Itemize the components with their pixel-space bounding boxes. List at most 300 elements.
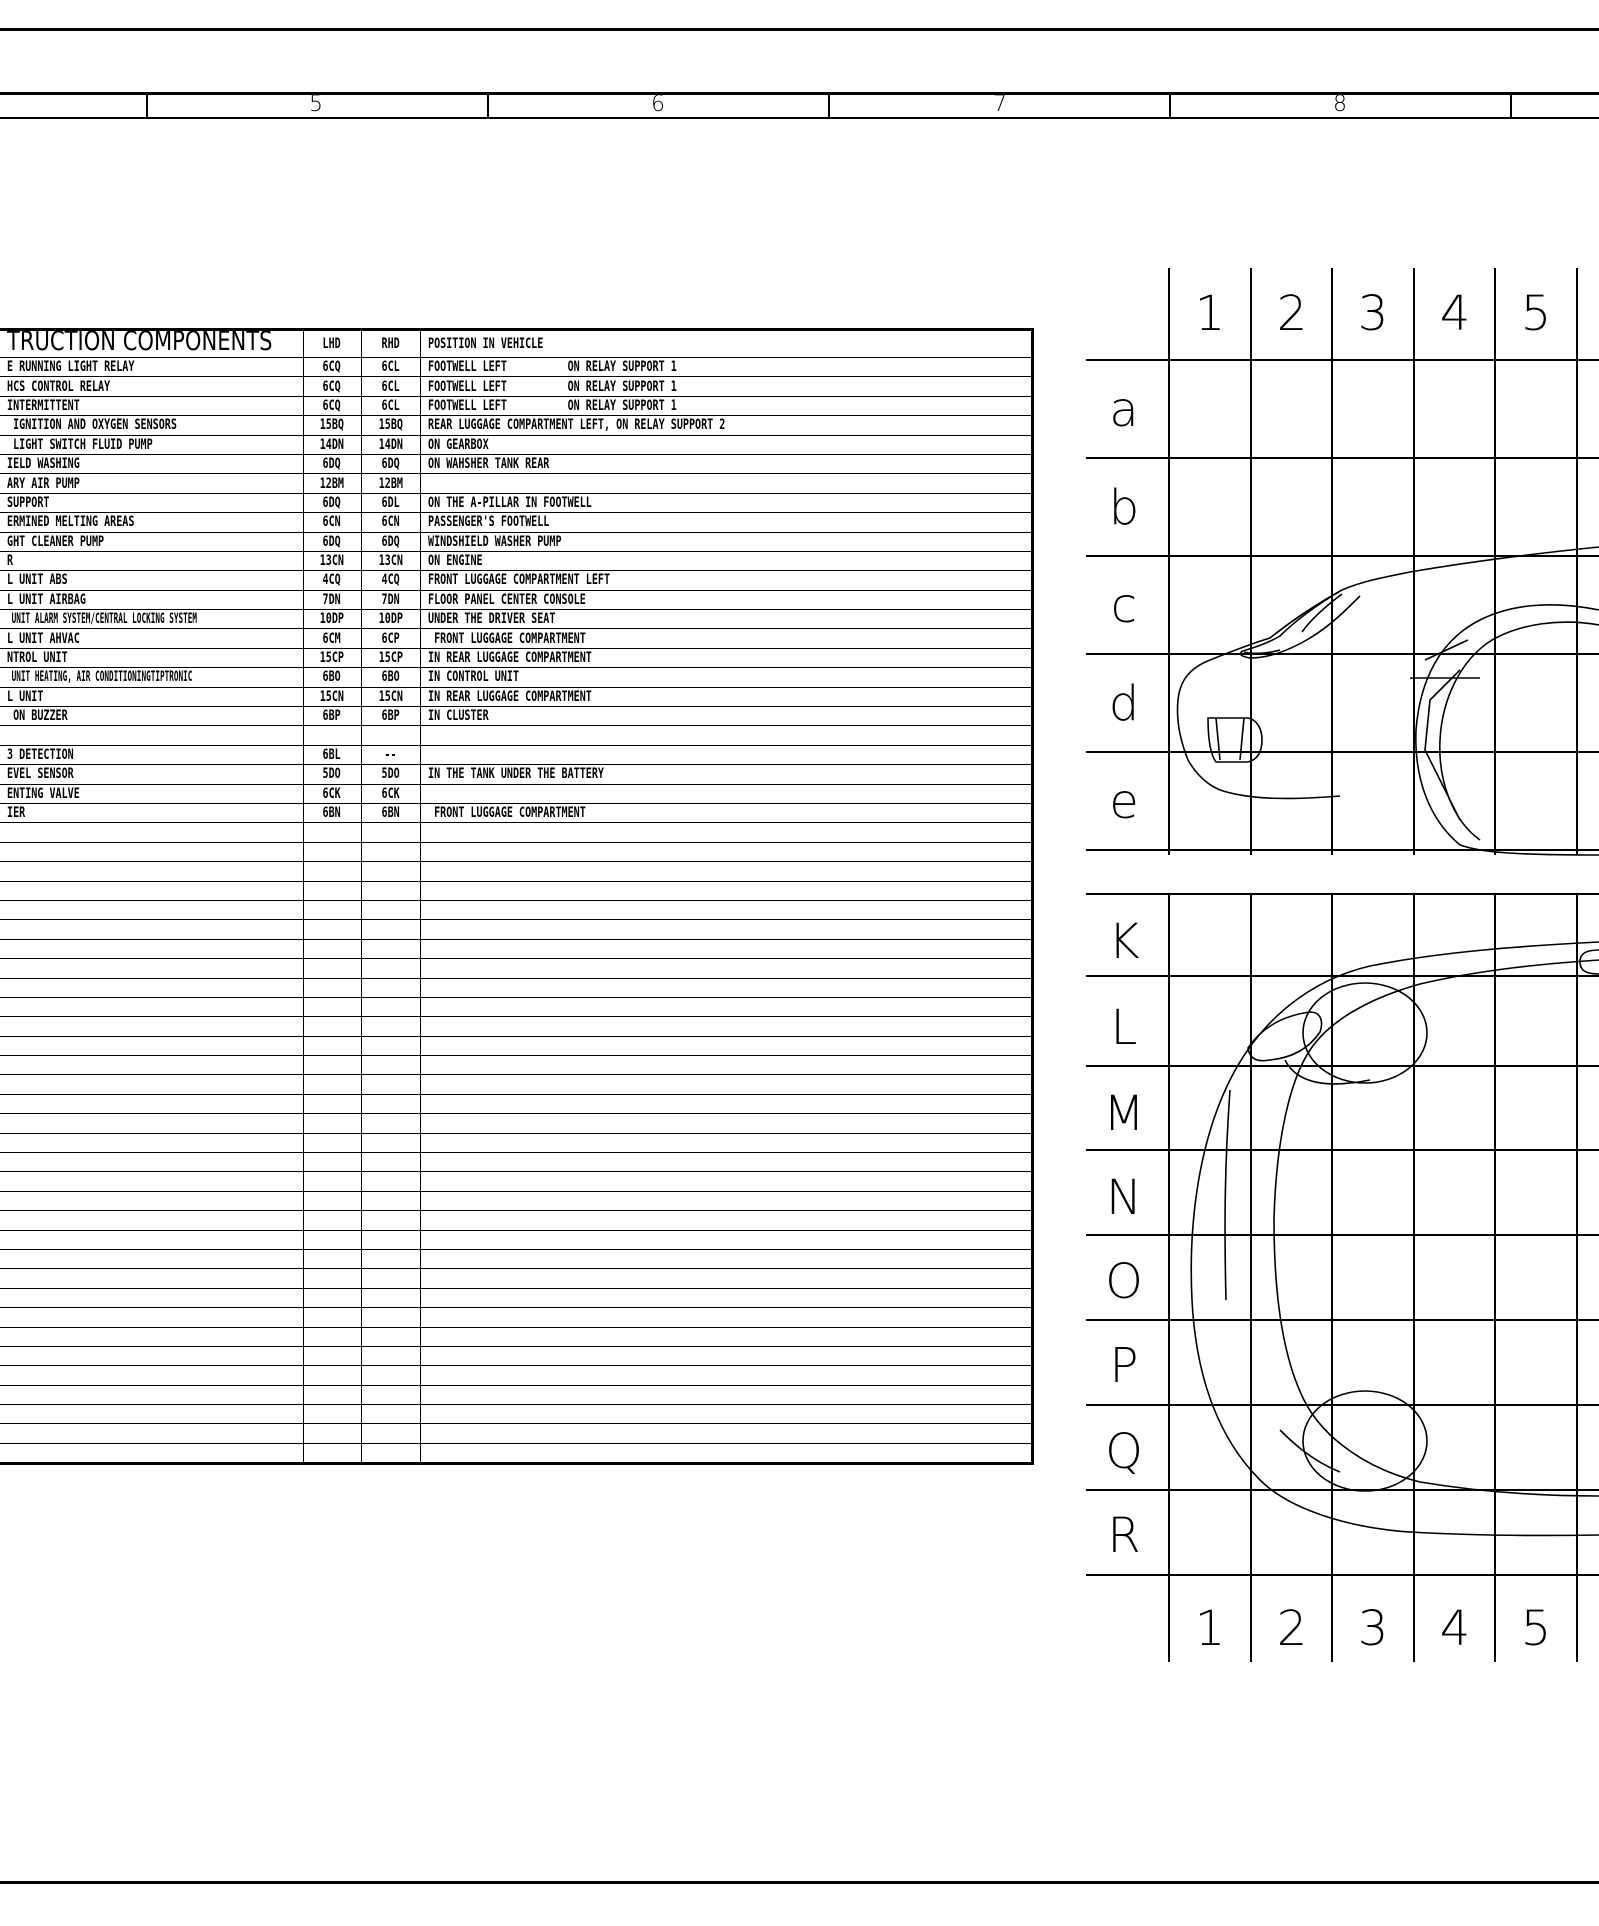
column-number-6: 6 (651, 92, 665, 117)
lhd-location-cell (303, 900, 361, 919)
component-name-cell: L UNIT AIRBAG (0, 590, 303, 609)
lhd-location-cell (303, 1327, 361, 1346)
component-name-cell (0, 1036, 303, 1055)
position-cell (420, 745, 1032, 764)
position-cell (420, 959, 1032, 978)
table-row (0, 377, 1032, 396)
table-row (0, 474, 1032, 493)
lhd-location-cell (303, 920, 361, 939)
lhd-location-cell: 12BM (303, 474, 361, 493)
rhd-location-cell: 6CN (361, 513, 420, 532)
rhd-location-cell: 6CP (361, 629, 420, 648)
component-name-cell: L UNIT ABS (0, 571, 303, 590)
rhd-location-cell (361, 920, 420, 939)
grid-row-R: R (1107, 1508, 1141, 1564)
lhd-location-cell: 6DQ (303, 454, 361, 473)
lhd-location-cell (303, 1443, 361, 1463)
grid-col-2: 2 (1276, 286, 1308, 342)
position-cell: IN REAR LUGGAGE COMPARTMENT (420, 687, 1032, 706)
table-row (0, 997, 1032, 1016)
position-cell: FOOTWELL LEFT ON RELAY SUPPORT 1 (420, 396, 1032, 415)
grid-col-1: 1 (1194, 1601, 1226, 1657)
component-name-cell (0, 939, 303, 958)
lhd-location-cell: 5DO (303, 765, 361, 784)
position-cell (420, 1230, 1032, 1249)
component-name-cell (0, 1191, 303, 1210)
position-cell: FLOOR PANEL CENTER CONSOLE (420, 590, 1032, 609)
table-row (0, 1017, 1032, 1036)
component-name-cell (0, 1269, 303, 1288)
grid-col-1: 1 (1194, 286, 1226, 342)
component-name-cell: E RUNNING LIGHT RELAY (0, 358, 303, 377)
component-name-cell (0, 1385, 303, 1404)
rhd-location-cell (361, 1424, 420, 1443)
table-row (0, 1094, 1032, 1113)
rhd-location-cell (361, 1114, 420, 1133)
grid-col-3: 3 (1357, 286, 1389, 342)
rhd-location-cell (361, 939, 420, 958)
position-cell (420, 474, 1032, 493)
component-name-cell: EVEL SENSOR (0, 765, 303, 784)
rhd-location-cell (361, 1249, 420, 1268)
rhd-location-cell: 6DQ (361, 454, 420, 473)
component-name-cell: GHT CLEANER PUMP (0, 532, 303, 551)
component-name-cell (0, 1327, 303, 1346)
table-row (0, 629, 1032, 648)
table-row (0, 1385, 1032, 1404)
table-row (0, 1443, 1032, 1463)
table-row (0, 978, 1032, 997)
component-name-cell (0, 1172, 303, 1191)
rhd-location-cell (361, 1443, 420, 1463)
grid-row-b: b (1108, 480, 1140, 536)
lhd-location-cell (303, 1385, 361, 1404)
grid-col-4: 4 (1439, 1601, 1471, 1657)
lhd-location-cell: 6CK (303, 784, 361, 803)
table-header-row (0, 330, 1032, 358)
header-rhd: RHD (361, 330, 420, 358)
position-cell (420, 1366, 1032, 1385)
component-name-cell: INTERMITTENT (0, 396, 303, 415)
table-row (0, 862, 1032, 881)
position-cell (420, 1114, 1032, 1133)
component-name-cell (0, 823, 303, 842)
rhd-location-cell (361, 1230, 420, 1249)
lhd-location-cell: 7DN (303, 590, 361, 609)
position-cell: ON THE A-PILLAR IN FOOTWELL (420, 493, 1032, 512)
grid-row-d: d (1108, 676, 1140, 732)
component-name-cell: ARY AIR PUMP (0, 474, 303, 493)
rhd-location-cell: 14DN (361, 435, 420, 454)
table-row (0, 784, 1032, 803)
table-row (0, 1036, 1032, 1055)
component-name-cell (0, 842, 303, 861)
component-name-cell (0, 997, 303, 1016)
table-row (0, 668, 1032, 687)
grid-row-Q: Q (1105, 1424, 1143, 1480)
component-name-cell (0, 1211, 303, 1230)
rhd-location-cell: 4CQ (361, 571, 420, 590)
position-cell (420, 1153, 1032, 1172)
position-cell (420, 1269, 1032, 1288)
rhd-location-cell: 6BO (361, 668, 420, 687)
band-divider (1510, 93, 1512, 118)
component-name-cell: IGNITION AND OXYGEN SENSORS (0, 416, 303, 435)
position-cell (420, 1327, 1032, 1346)
component-name-cell (0, 920, 303, 939)
lhd-location-cell (303, 1017, 361, 1036)
component-name-cell (0, 1075, 303, 1094)
position-cell (420, 862, 1032, 881)
position-cell (420, 1075, 1032, 1094)
rhd-location-cell (361, 862, 420, 881)
component-name-cell (0, 1153, 303, 1172)
rhd-location-cell: 6DQ (361, 532, 420, 551)
lhd-location-cell (303, 823, 361, 842)
table-row (0, 1230, 1032, 1249)
component-name-cell (0, 1056, 303, 1075)
position-cell (420, 881, 1032, 900)
table-row (0, 842, 1032, 861)
position-cell: FRONT LUGGAGE COMPARTMENT (420, 803, 1032, 822)
lhd-location-cell: 15CN (303, 687, 361, 706)
position-cell: IN REAR LUGGAGE COMPARTMENT (420, 648, 1032, 667)
table-row (0, 707, 1032, 726)
lhd-location-cell: 6BL (303, 745, 361, 764)
table-row (0, 513, 1032, 532)
grid-row-c: c (1110, 578, 1138, 634)
rhd-location-cell (361, 1269, 420, 1288)
component-name-cell: R (0, 551, 303, 570)
header-band-bottom-line (0, 117, 1599, 119)
grid-row-N: N (1106, 1170, 1142, 1226)
band-divider (1169, 93, 1171, 118)
rhd-location-cell: 6CL (361, 377, 420, 396)
position-cell (420, 842, 1032, 861)
table-row (0, 765, 1032, 784)
position-cell: ON GEARBOX (420, 435, 1032, 454)
table-row (0, 1133, 1032, 1152)
rhd-location-cell: 15BQ (361, 416, 420, 435)
rhd-location-cell (361, 842, 420, 861)
component-name-cell (0, 1017, 303, 1036)
table-row (0, 900, 1032, 919)
position-cell: IN CLUSTER (420, 707, 1032, 726)
lhd-location-cell (303, 1366, 361, 1385)
lhd-location-cell (303, 997, 361, 1016)
rhd-location-cell: -- (361, 745, 420, 764)
table-row (0, 687, 1032, 706)
grid-row-O: O (1105, 1254, 1143, 1310)
lhd-location-cell: 6BN (303, 803, 361, 822)
grid-col-3: 3 (1357, 1601, 1389, 1657)
position-cell: ON ENGINE (420, 551, 1032, 570)
grid-col-2: 2 (1276, 1601, 1308, 1657)
table-row (0, 745, 1032, 764)
rhd-location-cell (361, 1366, 420, 1385)
component-name-cell (0, 1114, 303, 1133)
component-name-cell (0, 1230, 303, 1249)
position-cell (420, 1036, 1032, 1055)
lhd-location-cell: 6CM (303, 629, 361, 648)
rhd-location-cell (361, 1405, 420, 1424)
table-row (0, 648, 1032, 667)
component-name-cell: ON BUZZER (0, 707, 303, 726)
position-cell: FOOTWELL LEFT ON RELAY SUPPORT 1 (420, 358, 1032, 377)
rhd-location-cell: 6CL (361, 358, 420, 377)
lhd-location-cell: 6CQ (303, 358, 361, 377)
lhd-location-cell (303, 939, 361, 958)
component-name-cell: IELD WASHING (0, 454, 303, 473)
table-row (0, 454, 1032, 473)
position-cell: PASSENGER'S FOOTWELL (420, 513, 1032, 532)
lhd-location-cell: 6DQ (303, 532, 361, 551)
component-name-cell (0, 1366, 303, 1385)
lhd-location-cell (303, 862, 361, 881)
lhd-location-cell: 6CQ (303, 377, 361, 396)
component-name-cell (0, 959, 303, 978)
lhd-location-cell (303, 842, 361, 861)
table-row (0, 1424, 1032, 1443)
lhd-location-cell: 14DN (303, 435, 361, 454)
table-row (0, 1405, 1032, 1424)
position-cell (420, 939, 1032, 958)
component-name-cell: HCS CONTROL RELAY (0, 377, 303, 396)
lhd-location-cell: 6CN (303, 513, 361, 532)
lhd-location-cell: 10DP (303, 610, 361, 629)
lhd-location-cell (303, 978, 361, 997)
car-top-view-drawing (1191, 942, 1599, 1536)
grid-col-4: 4 (1439, 286, 1471, 342)
table-row (0, 1153, 1032, 1172)
table-row (0, 396, 1032, 415)
position-cell: UNDER THE DRIVER SEAT (420, 610, 1032, 629)
grid-row-M: M (1103, 1086, 1145, 1142)
rhd-location-cell (361, 1075, 420, 1094)
lhd-location-cell (303, 1133, 361, 1152)
table-row (0, 493, 1032, 512)
rhd-location-cell (361, 1308, 420, 1327)
rhd-location-cell: 6DL (361, 493, 420, 512)
component-name-cell: IER (0, 803, 303, 822)
rhd-location-cell (361, 900, 420, 919)
lhd-location-cell: 6BO (303, 668, 361, 687)
table-row (0, 1056, 1032, 1075)
position-cell (420, 1172, 1032, 1191)
lhd-location-cell (303, 1036, 361, 1055)
component-name-cell (0, 1424, 303, 1443)
component-name-cell (0, 862, 303, 881)
lhd-location-cell (303, 1114, 361, 1133)
lhd-location-cell (303, 1153, 361, 1172)
position-cell: FRONT LUGGAGE COMPARTMENT LEFT (420, 571, 1032, 590)
rhd-location-cell: 6BP (361, 707, 420, 726)
car-side-view-drawing (1177, 547, 1599, 855)
rhd-location-cell: 5DO (361, 765, 420, 784)
position-cell (420, 1424, 1032, 1443)
lhd-location-cell (303, 1230, 361, 1249)
rhd-location-cell: 6BN (361, 803, 420, 822)
component-name-cell (0, 900, 303, 919)
rhd-location-cell (361, 1172, 420, 1191)
lhd-location-cell (303, 881, 361, 900)
header-lhd: LHD (303, 330, 361, 358)
component-name-cell: L UNIT (0, 687, 303, 706)
lhd-location-cell (303, 1308, 361, 1327)
position-cell (420, 1017, 1032, 1036)
position-cell: FRONT LUGGAGE COMPARTMENT (420, 629, 1032, 648)
position-cell: IN CONTROL UNIT (420, 668, 1032, 687)
component-name-cell: LIGHT SWITCH FLUID PUMP (0, 435, 303, 454)
table-row (0, 358, 1032, 377)
rhd-location-cell: 6CL (361, 396, 420, 415)
lhd-location-cell (303, 726, 361, 745)
table-row (0, 1327, 1032, 1346)
grid-col-5: 5 (1520, 286, 1552, 342)
table-row (0, 1191, 1032, 1210)
rhd-location-cell (361, 726, 420, 745)
position-cell (420, 1249, 1032, 1268)
grid-row-P: P (1109, 1338, 1139, 1394)
grid-row-K: K (1108, 914, 1140, 970)
lhd-location-cell (303, 1249, 361, 1268)
component-name-cell: 3 DETECTION (0, 745, 303, 764)
table-row (0, 1114, 1032, 1133)
position-cell: IN THE TANK UNDER THE BATTERY (420, 765, 1032, 784)
table-row (0, 920, 1032, 939)
component-name-cell (0, 1249, 303, 1268)
table-row (0, 1211, 1032, 1230)
position-cell (420, 997, 1032, 1016)
position-cell (420, 784, 1032, 803)
position-cell (420, 726, 1032, 745)
position-cell: ON WAHSHER TANK REAR (420, 454, 1032, 473)
component-name-cell: SUPPORT (0, 493, 303, 512)
component-name-cell (0, 1346, 303, 1365)
table-row (0, 435, 1032, 454)
column-number-8: 8 (1333, 92, 1347, 117)
component-name-cell: NTROL UNIT (0, 648, 303, 667)
component-name-cell: ERMINED MELTING AREAS (0, 513, 303, 532)
table-row (0, 551, 1032, 570)
rhd-location-cell: 10DP (361, 610, 420, 629)
table-row (0, 939, 1032, 958)
lhd-location-cell: 6BP (303, 707, 361, 726)
table-row (0, 1288, 1032, 1307)
position-cell (420, 978, 1032, 997)
rhd-location-cell: 7DN (361, 590, 420, 609)
component-name-cell (0, 881, 303, 900)
band-divider (487, 93, 489, 118)
table-row (0, 959, 1032, 978)
position-cell (420, 1405, 1032, 1424)
rhd-location-cell: 6CK (361, 784, 420, 803)
lhd-location-cell (303, 1094, 361, 1113)
table-row (0, 881, 1032, 900)
component-name-cell: L UNIT AHVAC (0, 629, 303, 648)
component-name-cell: UNIT HEATING, AIR CONDITIONINGTIPTRONIC (0, 668, 303, 687)
band-divider (828, 93, 830, 118)
lhd-location-cell (303, 1211, 361, 1230)
position-cell (420, 1346, 1032, 1365)
rhd-location-cell (361, 1094, 420, 1113)
rhd-location-cell (361, 997, 420, 1016)
position-cell: FOOTWELL LEFT ON RELAY SUPPORT 1 (420, 377, 1032, 396)
grid-row-a: a (1109, 382, 1139, 438)
lhd-location-cell (303, 1191, 361, 1210)
rhd-location-cell (361, 1153, 420, 1172)
grid-col-5: 5 (1520, 1601, 1552, 1657)
component-name-cell (0, 726, 303, 745)
rhd-location-cell (361, 1211, 420, 1230)
position-cell (420, 1191, 1032, 1210)
lhd-location-cell (303, 959, 361, 978)
rhd-location-cell (361, 881, 420, 900)
component-name-cell (0, 978, 303, 997)
lhd-location-cell (303, 1056, 361, 1075)
table-row (0, 1308, 1032, 1327)
column-number-7: 7 (993, 92, 1007, 117)
lhd-location-cell: 4CQ (303, 571, 361, 590)
table-row (0, 416, 1032, 435)
rhd-location-cell: 15CN (361, 687, 420, 706)
component-name-cell (0, 1133, 303, 1152)
rhd-location-cell (361, 1191, 420, 1210)
lhd-location-cell (303, 1172, 361, 1191)
position-cell (420, 1288, 1032, 1307)
component-name-cell: ENTING VALVE (0, 784, 303, 803)
table-row (0, 1075, 1032, 1094)
position-cell (420, 1385, 1032, 1404)
lhd-location-cell: 15BQ (303, 416, 361, 435)
lhd-location-cell (303, 1075, 361, 1094)
component-name-cell (0, 1094, 303, 1113)
rhd-location-cell (361, 1288, 420, 1307)
lhd-location-cell: 13CN (303, 551, 361, 570)
lhd-location-cell: 6DQ (303, 493, 361, 512)
column-number-5: 5 (309, 92, 323, 117)
position-cell (420, 1133, 1032, 1152)
lhd-location-cell (303, 1288, 361, 1307)
grid-row-e: e (1109, 774, 1139, 830)
table-title: TRUCTION COMPONENTS (0, 330, 303, 358)
table-row (0, 726, 1032, 745)
component-name-cell: UNIT ALARM SYSTEM/CENTRAL LOCKING SYSTEM (0, 610, 303, 629)
component-name-cell (0, 1308, 303, 1327)
position-cell (420, 1094, 1032, 1113)
rhd-location-cell (361, 1346, 420, 1365)
component-name-cell (0, 1288, 303, 1307)
top-border-line (0, 28, 1599, 31)
position-cell (420, 1443, 1032, 1463)
table-row (0, 803, 1032, 822)
lhd-location-cell (303, 1269, 361, 1288)
grid-row-L: L (1110, 1000, 1138, 1056)
rhd-location-cell (361, 823, 420, 842)
rhd-location-cell: 15CP (361, 648, 420, 667)
components-table (0, 328, 1034, 1465)
table-row (0, 1172, 1032, 1191)
component-name-cell (0, 1405, 303, 1424)
rhd-location-cell (361, 978, 420, 997)
table-row (0, 610, 1032, 629)
rhd-location-cell (361, 1327, 420, 1346)
rhd-location-cell (361, 1036, 420, 1055)
header-position: POSITION IN VEHICLE (420, 330, 1032, 358)
table-row (0, 1269, 1032, 1288)
rhd-location-cell: 13CN (361, 551, 420, 570)
table-row (0, 1249, 1032, 1268)
